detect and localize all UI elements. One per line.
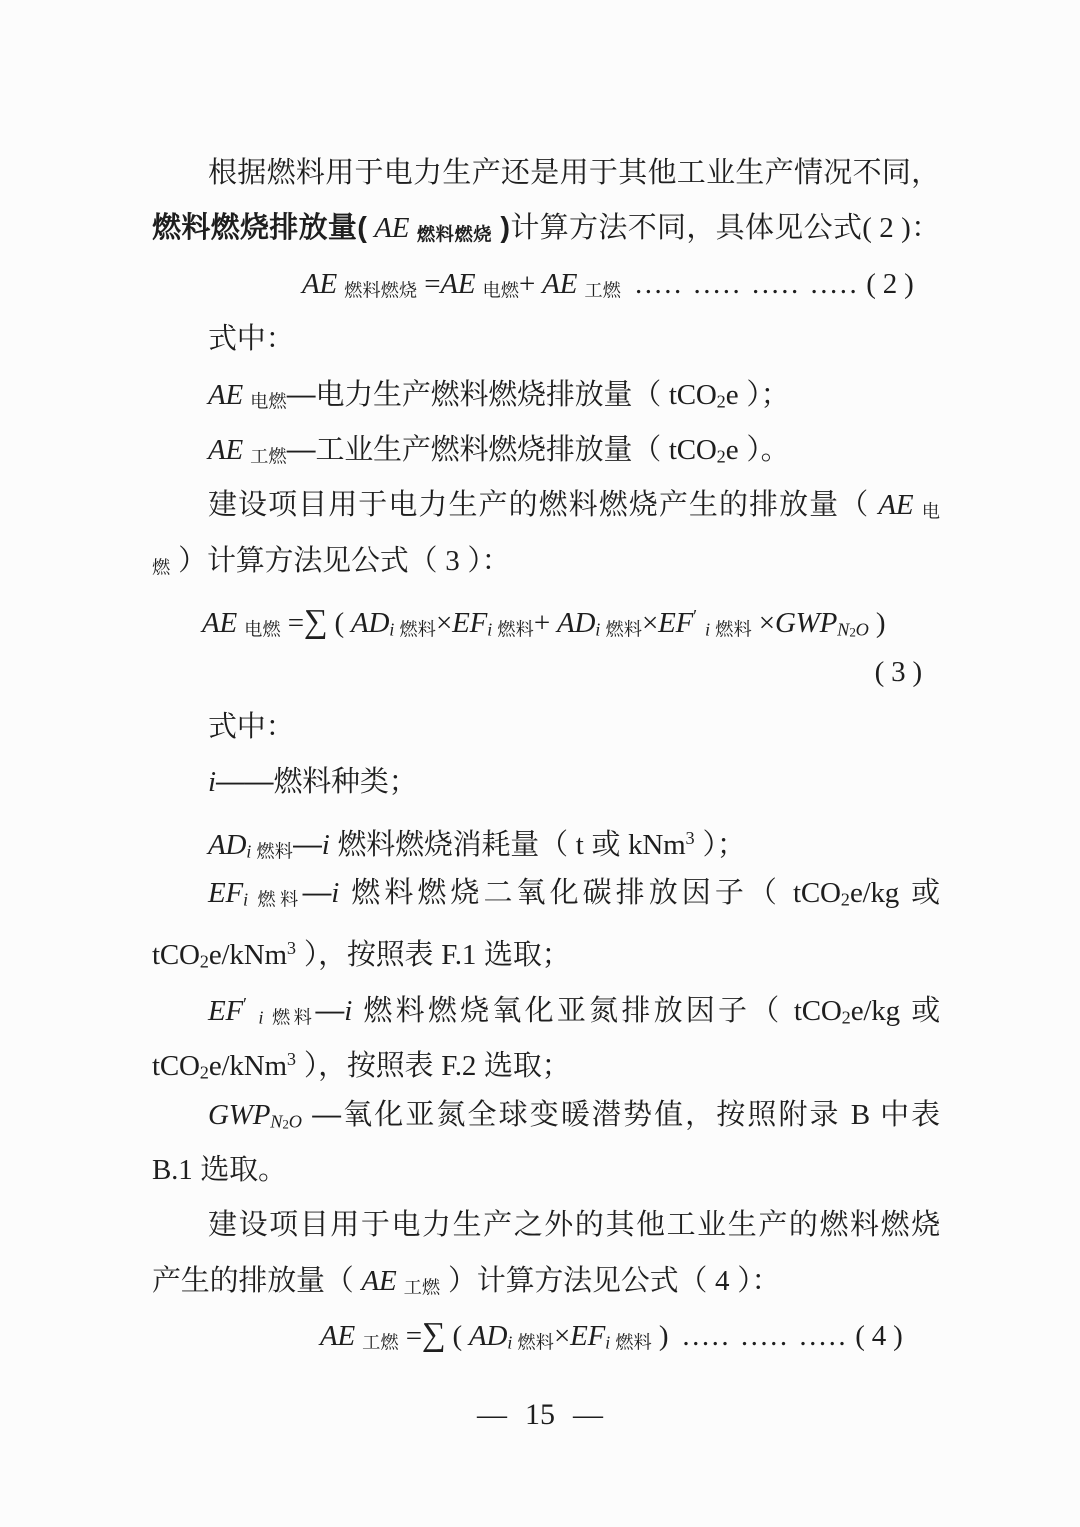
footer-dash-left: — (477, 1398, 507, 1431)
definition-ad-fuel: ADi 燃料—i 燃料燃烧消耗量（ t 或 kNm$^3$ ）； (208, 827, 746, 862)
paragraph-electric-line1: 建设项目用于电力生产的燃料燃烧产生的排放量（ AE 电 (208, 489, 940, 522)
formula-3-legend-label: 式中： (208, 710, 295, 743)
page-footer (0, 1393, 1080, 1437)
paragraph-industrial-line2: 产生的排放量（ AE 工燃 ）计算方法见公式（ 4 ）： (152, 1264, 781, 1298)
paragraph-industrial-line1: 建设项目用于电力生产之外的其他工业生产的燃料燃烧 (208, 1209, 940, 1242)
definition-fuel-type: i——燃料种类； (208, 766, 418, 799)
definition-gwp-line1: GWPN2O —氧化亚氮全球变暖潜势值，按照附录 B 中表 (208, 1098, 940, 1132)
definition-ef-prime-line2: tCO2e/kNm$^3$ ），按照表 F.2 选取； (152, 1049, 571, 1083)
formula-3-number: ( 3 ) (874, 655, 922, 688)
paragraph-electric-line2: 燃 ）计算方法见公式（ 3 ）： (152, 544, 511, 578)
definition-ef-fuel-line1: EFi 燃料—i 燃料燃烧二氧化碳排放因子（ tCO2e/kg 或 (208, 877, 940, 910)
formula-2: AE 燃料燃烧 =AE 电燃+ AE 工燃 ..... ..... ..... ..... ( 2 ) (302, 267, 914, 301)
paragraph-intro-line1: 根据燃料用于电力生产还是用于其他工业生产情况不同， (208, 157, 940, 189)
formula-2-legend-label: 式中： (208, 323, 295, 356)
document-text-block (152, 146, 940, 1365)
definition-ef-prime-line1: EF′ i 燃料—i 燃料燃烧氧化亚氮排放因子（ tCO2e/kg 或 (208, 993, 940, 1028)
paragraph-intro-line2-term: 燃料燃烧排放量( AE 燃料燃烧 )计算方法不同，具体见公式( 2 )： (152, 212, 940, 245)
footer-dash-right: — (573, 1398, 603, 1431)
definition-ef-fuel-line2: tCO2e/kNm$^3$ ），按照表 F.1 选取； (152, 938, 571, 972)
definition-ae-electric: AE 电燃—电力生产燃料燃烧排放量（ tCO2e ）； (208, 378, 790, 411)
formula-3: AE 电燃 =∑ ( ADi 燃料×EFi 燃料+ ADi 燃料×EF′ i 燃料 ×GWPN2O ) (202, 603, 886, 641)
definition-gwp-line2: B.1 选取。 (152, 1154, 287, 1187)
formula-4: AE 工燃 =∑ ( ADi 燃料×EFi 燃料 ) ..... ..... ..... ( 4 ) (320, 1316, 903, 1354)
page-number: 15 (525, 1398, 555, 1431)
definition-ae-industrial: AE 工燃—工业生产燃料燃烧排放量（ tCO2e ）。 (208, 433, 790, 467)
